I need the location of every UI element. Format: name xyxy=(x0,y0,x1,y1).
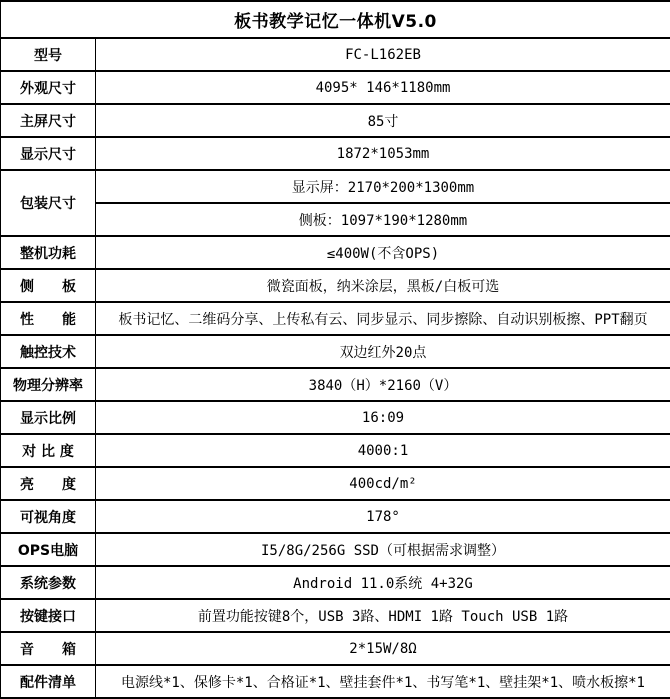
row-label-contrast: 对 比 度 xyxy=(1,434,96,467)
table-row xyxy=(1,533,670,566)
row-label-speaker: 音 箱 xyxy=(1,632,96,665)
row-value-speaker: 2*15W/8Ω xyxy=(96,632,670,665)
row-label-accessories-list: 配件清单 xyxy=(1,665,96,698)
table-row xyxy=(1,632,670,665)
row-label-aspect-ratio: 显示比例 xyxy=(1,401,96,434)
row-value-button-interface: 前置功能按键8个，USB 3路、HDMI 1路 Touch USB 1路 xyxy=(96,599,670,632)
row-value-physical-resolution: 3840（H）*2160（V） xyxy=(96,368,670,401)
table-row xyxy=(1,170,670,203)
row-label-package-size: 包装尺寸 xyxy=(1,170,96,236)
row-label-viewing-angle: 可视角度 xyxy=(1,500,96,533)
row-value-viewing-angle: 178° xyxy=(96,500,670,533)
row-label-model: 型号 xyxy=(1,38,96,71)
row-label-system-parameters: 系统参数 xyxy=(1,566,96,599)
table-row xyxy=(1,665,670,698)
row-label-physical-resolution: 物理分辨率 xyxy=(1,368,96,401)
row-label-performance: 性 能 xyxy=(1,302,96,335)
table-row xyxy=(1,71,670,104)
table-row xyxy=(1,599,670,632)
table-row xyxy=(1,137,670,170)
table-row xyxy=(1,434,670,467)
row-label-button-interface: 按键接口 xyxy=(1,599,96,632)
title-row xyxy=(1,1,670,38)
row-value-model: FC-L162EB xyxy=(96,38,670,71)
row-label-side-panel: 侧 板 xyxy=(1,269,96,302)
table-row xyxy=(1,203,670,236)
table-row xyxy=(1,104,670,137)
row-label-display-size: 显示尺寸 xyxy=(1,137,96,170)
row-label-ops-computer: OPS电脑 xyxy=(1,533,96,566)
row-label-exterior-size: 外观尺寸 xyxy=(1,71,96,104)
table-row xyxy=(1,38,670,71)
row-value-ops-computer: I5/8G/256G SSD（可根据需求调整） xyxy=(96,533,670,566)
table-row xyxy=(1,368,670,401)
row-value-display-size: 1872*1053mm xyxy=(96,137,670,170)
row-value-touch-technology: 双边红外20点 xyxy=(96,335,670,368)
table-row xyxy=(1,302,670,335)
row-value-package-size-screen: 显示屏：2170*200*1300mm xyxy=(96,170,670,203)
row-label-main-screen-size: 主屏尺寸 xyxy=(1,104,96,137)
row-value-main-screen-size: 85寸 xyxy=(96,104,670,137)
row-value-side-panel: 微瓷面板，纳米涂层，黑板/白板可选 xyxy=(96,269,670,302)
row-value-power-consumption: ≤400W(不含OPS) xyxy=(96,236,670,269)
table-row xyxy=(1,500,670,533)
page-title: 板书教学记忆一体机V5.0 xyxy=(1,1,670,38)
table-row xyxy=(1,236,670,269)
row-label-touch-technology: 触控技术 xyxy=(1,335,96,368)
row-label-power-consumption: 整机功耗 xyxy=(1,236,96,269)
row-value-accessories-list: 电源线*1、保修卡*1、合格证*1、壁挂套件*1、书写笔*1、壁挂架*1、喷水板擦*1 xyxy=(96,665,670,698)
table-row xyxy=(1,335,670,368)
row-value-contrast: 4000:1 xyxy=(96,434,670,467)
table-row xyxy=(1,401,670,434)
table-row xyxy=(1,566,670,599)
row-label-brightness: 亮 度 xyxy=(1,467,96,500)
row-value-brightness: 400cd/m² xyxy=(96,467,670,500)
table-row xyxy=(1,269,670,302)
row-value-system-parameters: Android 11.0系统 4+32G xyxy=(96,566,670,599)
table-row xyxy=(1,467,670,500)
row-value-performance: 板书记忆、二维码分享、上传私有云、同步显示、同步擦除、自动识别板擦、PPT翻页 xyxy=(96,302,670,335)
row-value-exterior-size: 4095* 146*1180mm xyxy=(96,71,670,104)
row-value-aspect-ratio: 16:09 xyxy=(96,401,670,434)
row-value-package-size-sidepanel: 侧板：1097*190*1280mm xyxy=(96,203,670,236)
